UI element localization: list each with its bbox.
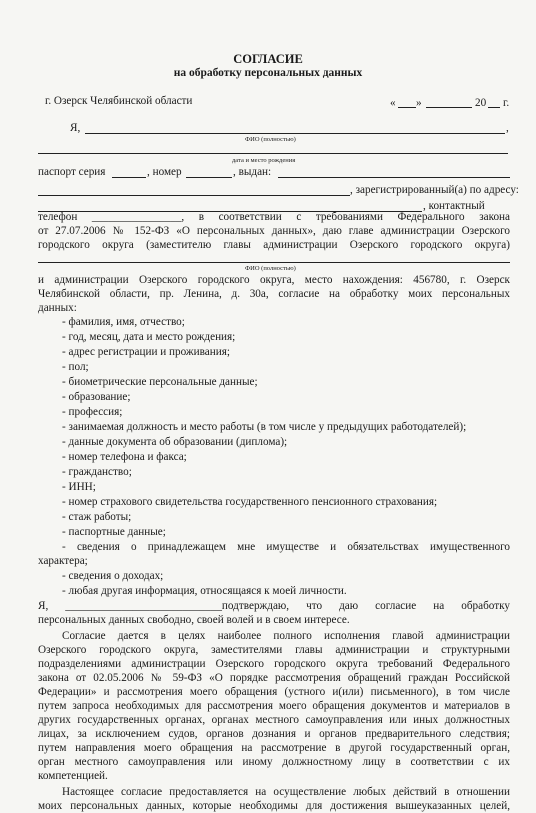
- list-item: - профессия;: [62, 406, 123, 418]
- purpose-line: лицах, за исключением судов, органов дознания и органов предварительного следствия;: [38, 728, 510, 740]
- fio-caption: ФИО (полностью): [245, 136, 296, 143]
- list-item: - биометрические персональные данные;: [62, 376, 258, 388]
- phone-line-3: городского округа (заместителю главы администрации Озерского городского округа): [38, 239, 510, 251]
- list-item: - ИНН;: [62, 481, 96, 493]
- i-word: Я,: [70, 122, 81, 134]
- list-item: - год, месяц, дата и место рождения;: [62, 331, 236, 343]
- list-item: - сведения о доходах;: [62, 570, 164, 582]
- date-open-quote: «: [390, 97, 396, 109]
- document-title: СОГЛАСИЕ: [233, 52, 303, 66]
- date-year-line: [488, 107, 500, 108]
- purpose-line: закона от 02.05.2006 № 59-ФЗ «О порядке рассмотрения обращений граждан Российской: [38, 672, 510, 684]
- birth-line: [38, 153, 508, 154]
- purpose-line: Озерского городского округа, заместителями главы администрации и структурными: [38, 644, 510, 656]
- purpose-line: орган местного самоуправления или иному должностному лицу в соответствии с их: [38, 756, 510, 768]
- admin-line-1: и администрации Озерского городского округа, место нахождения: 456780, г. Озерск: [38, 274, 510, 286]
- fio-caption-2: ФИО (полностью): [245, 265, 296, 272]
- registered-label: , зарегистрированный(а) по адресу:: [350, 184, 519, 196]
- date-year-prefix: 20: [475, 97, 487, 109]
- list-item: - данные документа об образовании (диплома);: [62, 436, 288, 448]
- list-item: - гражданство;: [62, 466, 132, 478]
- purpose-line: подразделениями администрации Озерского городского округа требований Федерального: [38, 658, 510, 670]
- list-item: - адрес регистрации и проживания;: [62, 346, 230, 358]
- passport-series-line: [112, 177, 146, 178]
- document-subtitle: на обработку персональных данных: [173, 67, 363, 79]
- admin-line-2: Челябинской области, пр. Ленина, д. 30а, согласие на обработку моих персональных: [38, 288, 510, 300]
- place-text: г. Озерск Челябинской области: [45, 95, 193, 107]
- passport-issued-label: , выдан:: [233, 166, 272, 178]
- list-item: - номер страхового свидетельства государственного пенсионного страхования;: [62, 496, 438, 508]
- list-item: - занимаемая должность и место работы (в том числе у предыдущих работодателей);: [62, 421, 467, 433]
- list-item: - паспортные данные;: [62, 526, 166, 538]
- list-item: - стаж работы;: [62, 511, 132, 523]
- final-line: Настоящее согласие предоставляется на осуществление любых действий в отношении: [62, 786, 510, 798]
- purpose-line: путем направления моего обращения на рассмотрение в другой государственный орган,: [38, 742, 510, 754]
- passport-issued-line: [278, 177, 510, 178]
- birth-caption: дата и место рождения: [232, 157, 296, 164]
- list-item: - номер телефона и факса;: [62, 451, 187, 463]
- issued-cont-line: [38, 195, 350, 196]
- list-item: - образование;: [62, 391, 131, 403]
- purpose-line: Согласие дается в целях наиболее полного исполнения главой администрации: [62, 630, 510, 642]
- confirm-line-2: персональных данных свободно, своей волей и в своем интересе.: [38, 614, 350, 626]
- final-line: моих персональных данных, которые необходимы для достижения вышеуказанных целей,: [38, 800, 510, 812]
- date-day-line: [398, 107, 416, 108]
- date-month-line: [426, 107, 472, 108]
- list-item: - пол;: [62, 361, 89, 373]
- fio-comma: ,: [506, 122, 509, 134]
- date-close-quote: »: [416, 97, 422, 109]
- passport-number-line: [186, 177, 232, 178]
- list-item: - любая другая информация, относящаяся к моей личности.: [62, 585, 347, 597]
- list-item: - сведения о принадлежащем мне имуществе и обязательствах имущественного: [62, 541, 510, 553]
- list-item: характера;: [38, 555, 88, 567]
- passport-number-label: , номер: [147, 166, 182, 178]
- list-item: - фамилия, имя, отчество;: [62, 316, 185, 328]
- purpose-line: других государственных органах, органах местного самоуправления или иных должностных: [38, 714, 510, 726]
- purpose-line: компетенцией.: [38, 770, 108, 782]
- fio-line: [85, 133, 505, 134]
- contact-phone-label: , контактный: [423, 200, 485, 212]
- confirm-line-1: Я, ____________________________подтверждаю, что даю согласие на обработку: [38, 600, 510, 612]
- admin-line-3: данных:: [38, 302, 77, 314]
- phone-line-2: от 27.07.2006 № 152-ФЗ «О персональных данных», даю главе администрации Озерского: [38, 225, 510, 237]
- passport-series-label: паспорт серия: [38, 166, 106, 178]
- phone-line-1: телефон ________________, в соответствии с требованиями Федерального закона: [38, 211, 510, 223]
- purpose-line: Федерации» и рассмотрения моего обращения (устного и(или) письменного), в том числе: [38, 686, 510, 698]
- fio-line-2: [38, 262, 510, 263]
- purpose-line: путем запроса необходимых для рассмотрения моего обращения документов и материалов в: [38, 700, 510, 712]
- date-year-suffix: г.: [503, 97, 510, 109]
